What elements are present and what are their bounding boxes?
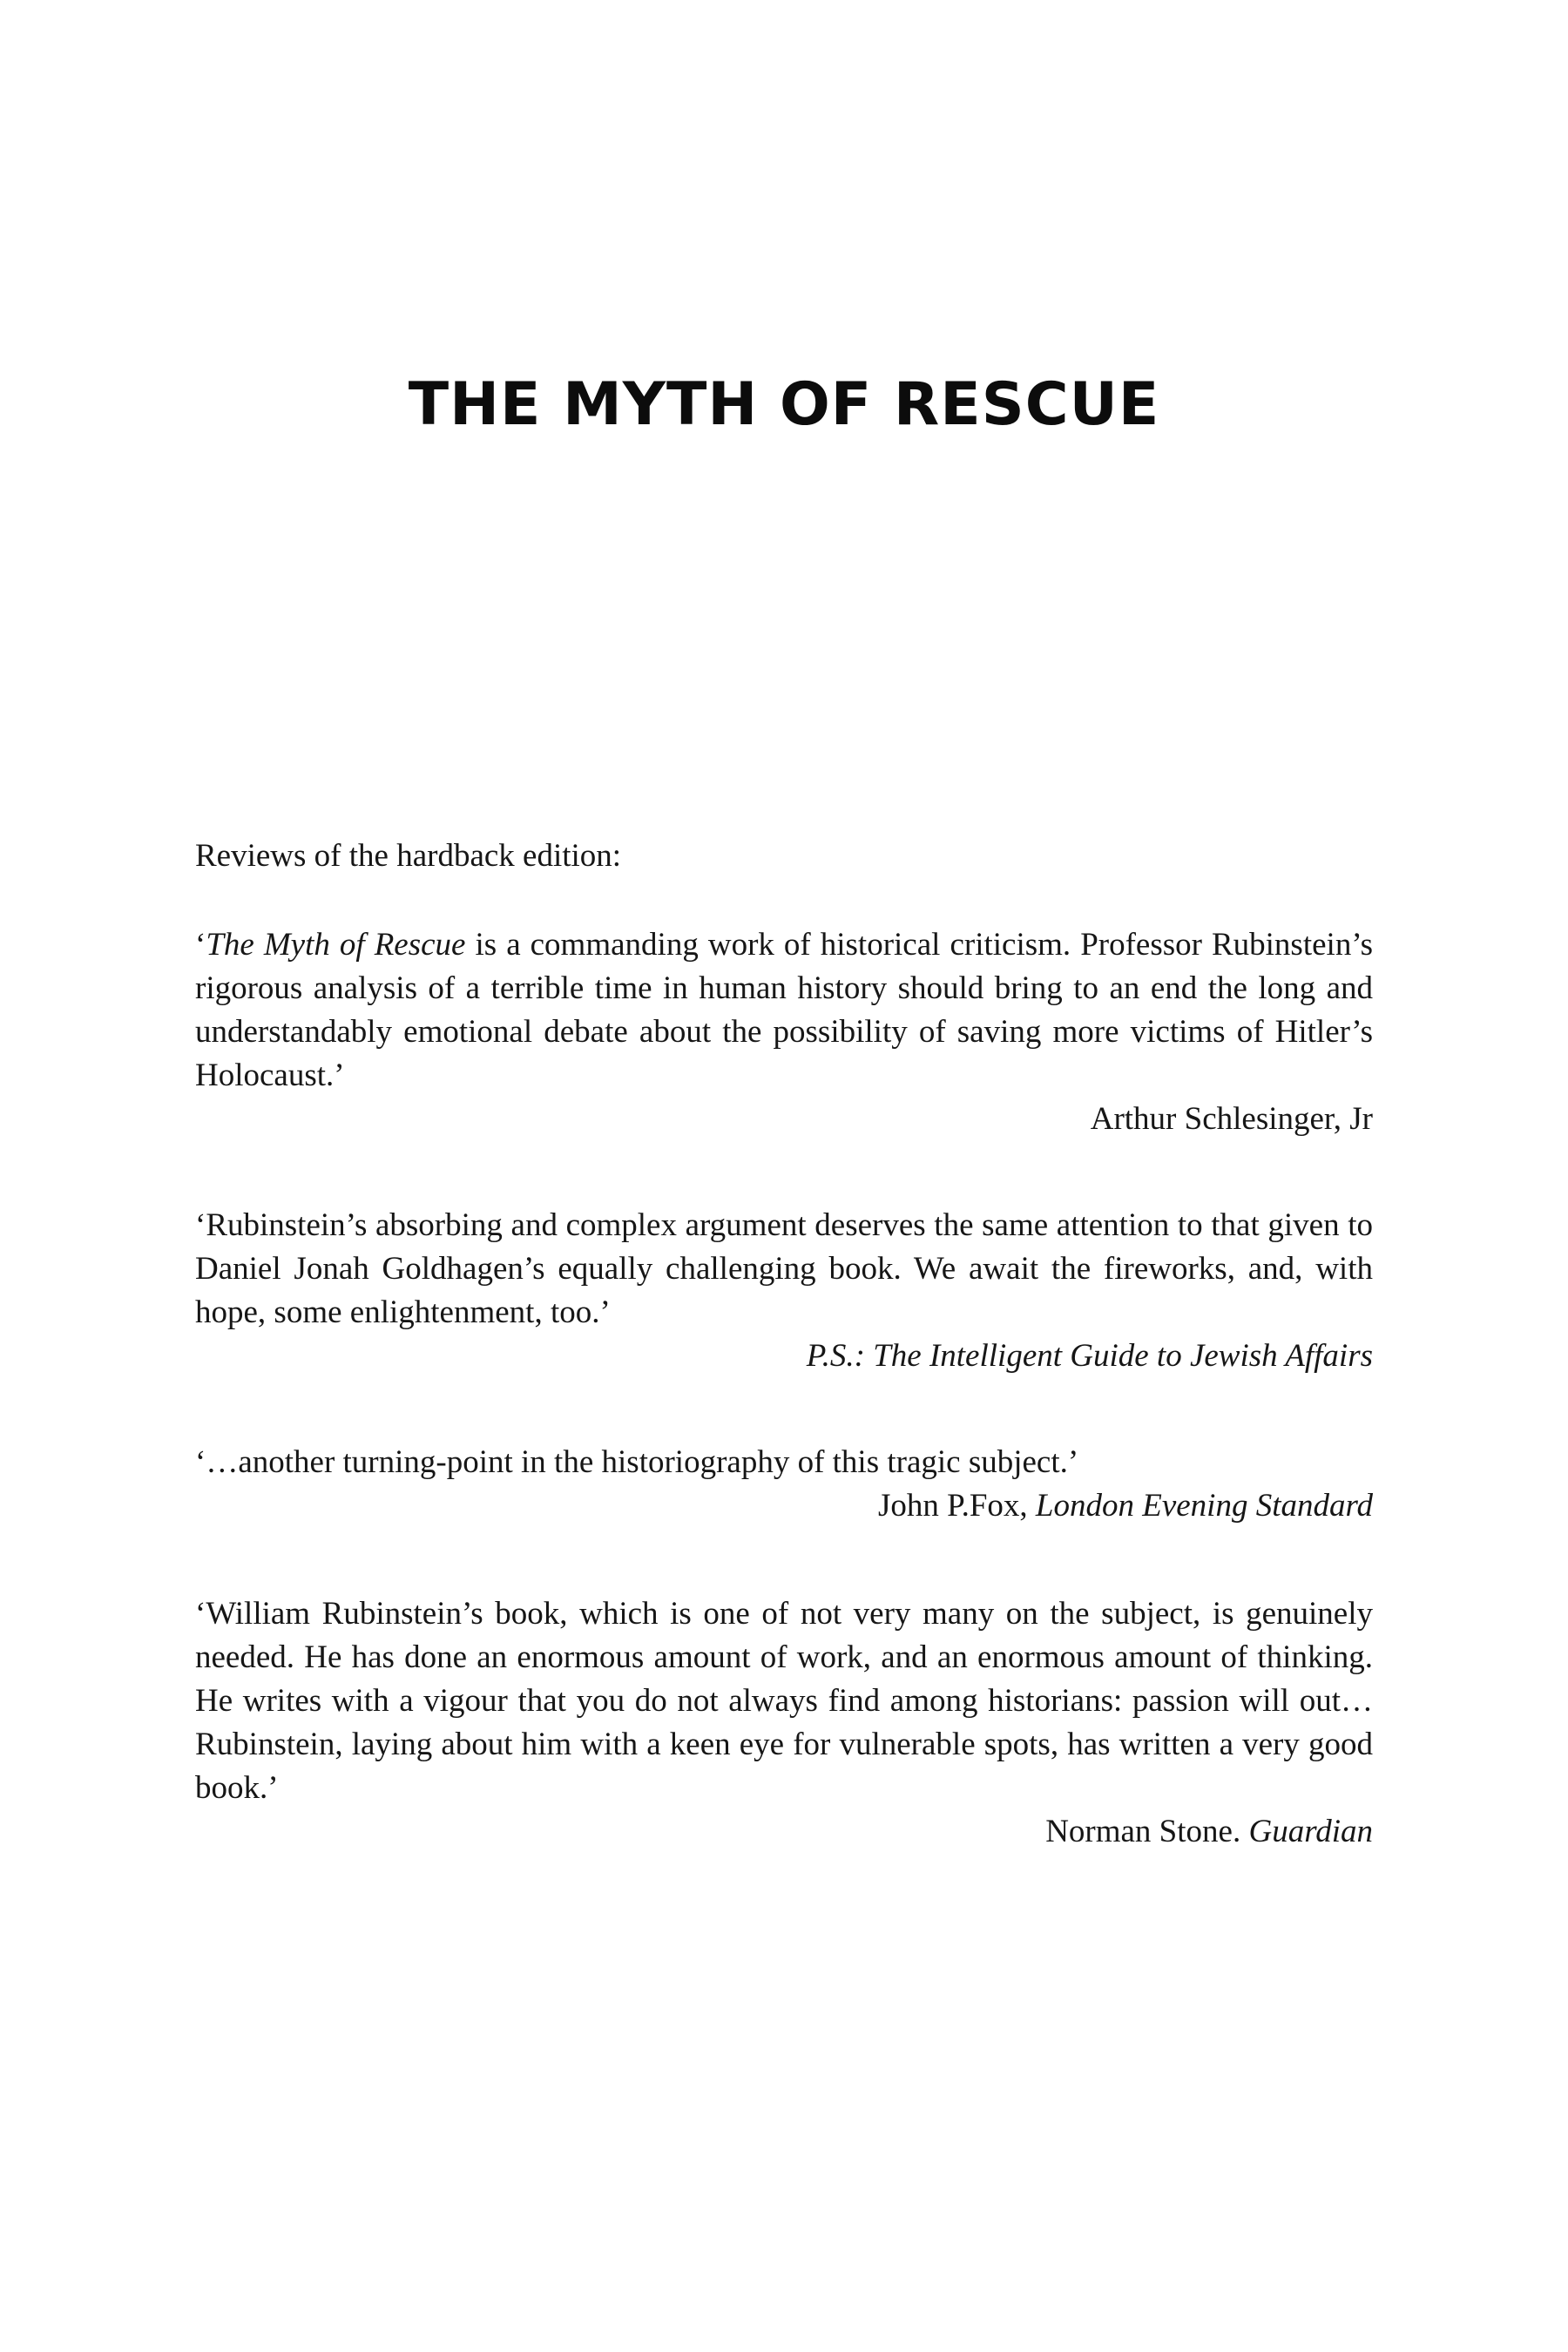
review-quote: ‘Rubinstein’s absorbing and complex argument deserves the same attention to that given to Daniel Jonah Goldhagen’s equally challenging book. We await the fireworks, and, with hope, some enlightenment, too.’ [195, 1207, 1373, 1330]
review-attribution [195, 1484, 1373, 1528]
reviewer-name: John P.Fox, [877, 1488, 1036, 1524]
source-italic: P.S.: The Intelligent Guide to Jewish Affairs [806, 1338, 1373, 1374]
page-title: THE MYTH OF RESCUE [408, 370, 1160, 439]
review-quote: ‘William Rubinstein’s book, which is one of not very many on the subject, is genuinely needed. He has done an enormous amount of work, and an enormous amount of thinking. He writes with a vigour that you do not always find among historians: passion will out…Rubinstein, laying about him with a keen eye for vulnerable spots, has written a very good book.’ [195, 1596, 1373, 1806]
source-italic: Guardian [1248, 1814, 1373, 1849]
book-title-italic: The Myth of Rescue [206, 927, 466, 963]
review-quote: ‘…another turning-point in the historiography of this tragic subject.’ [195, 1444, 1079, 1480]
review-quote [195, 923, 1373, 1098]
source-italic: London Evening Standard [1035, 1488, 1373, 1524]
review-3 [195, 1441, 1373, 1528]
review-4 [195, 1592, 1373, 1854]
review-2 [195, 1204, 1373, 1378]
review-attribution [195, 1335, 1373, 1378]
review-attribution: Arthur Schlesinger, Jr [1090, 1101, 1373, 1137]
quote-text: is a commanding work of historical criticism. Professor Rubinstein’s rigorous analysis of a terrible time in human history should bring to an end the long and understandably emotional debate about the possibility of saving more victims of Hitler’s Holocaust.’ [195, 927, 1373, 1093]
reviewer-name: Norman Stone. [1045, 1814, 1249, 1849]
reviews-heading: Reviews of the hardback edition: [195, 838, 622, 874]
review-1 [195, 923, 1373, 1141]
open-quote: ‘ [195, 927, 206, 963]
review-attribution [195, 1810, 1373, 1854]
